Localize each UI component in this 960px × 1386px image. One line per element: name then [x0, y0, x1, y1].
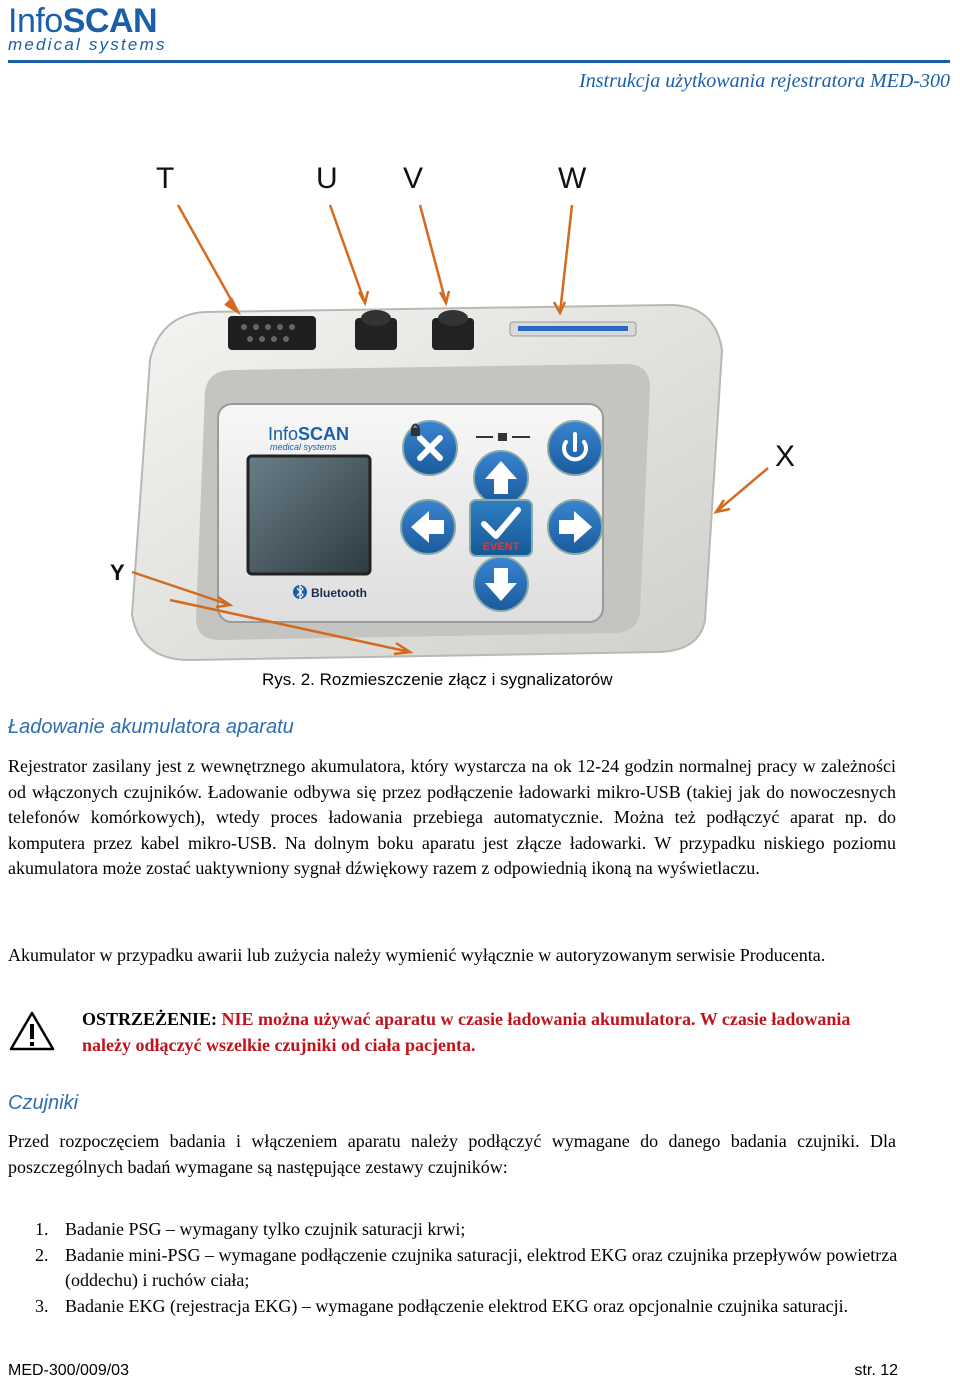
infoscan-logo — [8, 4, 167, 53]
label-x: X — [775, 440, 796, 473]
logo-wordmark: InfoSCAN — [8, 2, 158, 40]
label-t: T — [156, 162, 175, 195]
svg-text:EVENT: EVENT — [482, 541, 520, 553]
sensor-sets-list — [8, 1217, 908, 1319]
lcd-display — [248, 456, 370, 574]
down-arrow-button — [474, 557, 528, 611]
up-arrow-button — [474, 451, 528, 505]
warning-text: OSTRZEŻENIE: NIE można używać aparatu w czasie ładowania akumulatora. W czasie ładowania należy odłączyć wszelkie czujniki od ciała pacjenta. — [82, 1009, 851, 1055]
right-arrow-button — [548, 500, 602, 554]
label-y: Y — [110, 560, 125, 585]
logo-tagline: medical systems — [8, 35, 167, 54]
section-heading-sensors: Czujniki — [8, 1092, 79, 1114]
bluetooth-label: Bluetooth — [311, 586, 367, 600]
document-title: Instrukcja użytkowania rejestratora MED-300 — [579, 70, 950, 92]
document-code: MED-300/009/03 — [8, 1362, 129, 1379]
list-item: 2. Badanie mini-PSG – wymagane podłączenie czujnika saturacji, elektrod EKG oraz czujnika przepływów powietrza (oddechu) i ruchów ciała; — [35, 1244, 898, 1290]
event-button — [470, 500, 532, 556]
label-u: U — [316, 162, 338, 195]
label-w: W — [558, 162, 587, 195]
section-heading-battery: Ładowanie akumulatora aparatu — [8, 716, 294, 738]
battery-paragraph: Rejestrator zasilany jest z wewnętrznego akumulatora, który wystarcza na ok 12-24 godzin normalnej pracy w zależności od włączonych czujników. Ładowanie odbywa się przez podłączenie ładowarki mikro-USB (takiej jak do nowoczesnych telefonów komórkowych), wtedy proces ładowania przebiega automatycznie. Można też podłączyć aparat np. do komputera przez kabel mikro-USB. Na dolnym boku aparatu jest złącze ładowarki. W przypadku niskiego poziomu akumulatora może zostać uaktywniony sygnał dźwiękowy razem z odpowiednią ikoną na wyświetlaczu. — [8, 756, 896, 878]
figure-caption: Rys. 2. Rozmieszczenie złącz i sygnalizatorów — [262, 670, 613, 689]
power-button — [548, 421, 602, 475]
list-item: 1. Badanie PSG – wymagany tylko czujnik saturacji krwi; — [35, 1219, 466, 1239]
device-logo-sub: medical systems — [270, 442, 337, 452]
connector-t — [228, 316, 316, 350]
page-number: str. 12 — [854, 1362, 898, 1379]
list-item: 3. Badanie EKG (rejestracja EKG) – wymagane podłączenie elektrod EKG oraz opcjonalnie czujnika saturacji. — [35, 1295, 849, 1316]
connector-w — [510, 322, 636, 336]
warning-icon — [8, 1010, 56, 1052]
bluetooth-icon — [293, 585, 307, 599]
left-arrow-button — [401, 500, 455, 554]
header-rule — [8, 60, 950, 63]
battery-service-paragraph: Akumulator w przypadku awarii lub zużycia należy wymienić wyłącznie w autoryzowanym serwisie Producenta. — [8, 945, 826, 965]
device-figure — [0, 150, 960, 670]
sensors-paragraph: Przed rozpoczęciem badania i włączeniem aparatu należy podłączyć wymagane do danego badania czujniki. Dla poszczególnych badań wymagane są następujące zestawy czujników: — [8, 1131, 896, 1177]
device-logo: InfoSCAN — [268, 424, 350, 444]
label-v: V — [403, 162, 424, 195]
